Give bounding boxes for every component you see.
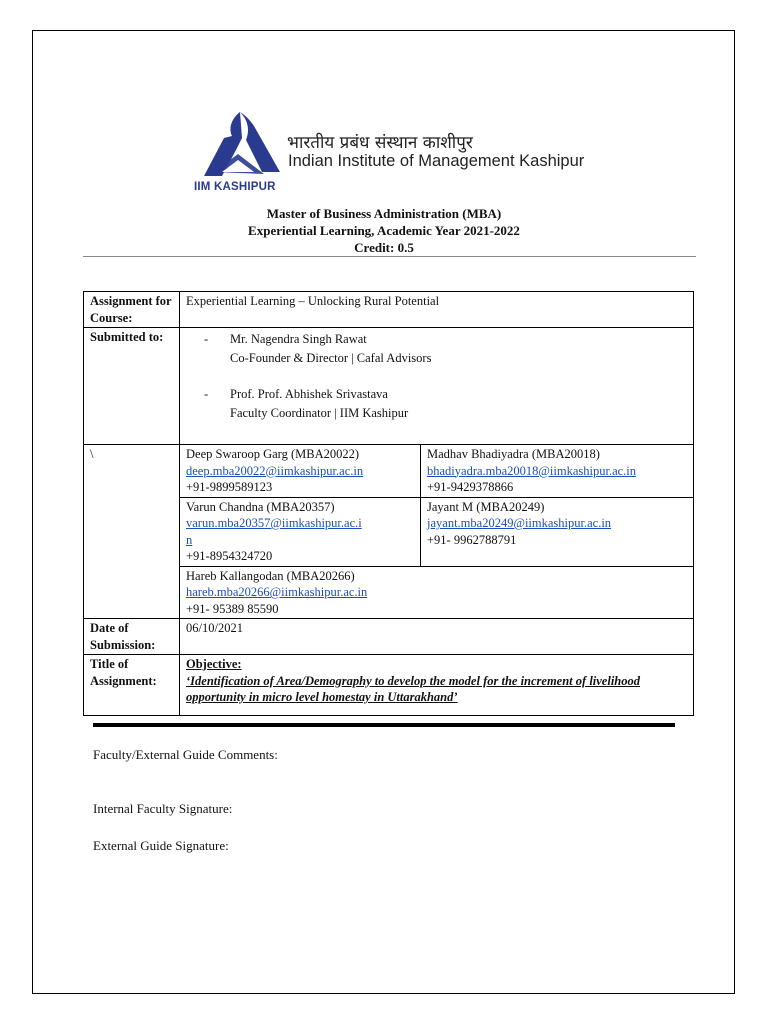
members-label: \ bbox=[84, 445, 180, 619]
objective-text: ‘Identification of Area/Demography to develop the model for the increment of livelihood opportunity in micro level homestay in Uttarakhand’ bbox=[186, 673, 641, 704]
title-row bbox=[84, 655, 694, 716]
member-name: Madhav Bhadiyadra (MBA20018) bbox=[427, 447, 600, 461]
recipient-name: Prof. Prof. Abhishek Srivastava bbox=[230, 387, 388, 401]
assignment-info-table bbox=[83, 291, 694, 716]
logo-caption: IIM KASHIPUR bbox=[194, 181, 276, 193]
members-row-1 bbox=[84, 445, 694, 498]
title-cell bbox=[180, 655, 694, 716]
date-row bbox=[84, 619, 694, 655]
submitted-to-list bbox=[180, 328, 694, 445]
recipient-role: Co-Founder & Director | Cafal Advisors bbox=[230, 350, 432, 365]
submitted-label: Submitted to: bbox=[84, 328, 180, 445]
course-row bbox=[84, 292, 694, 328]
submitted-row bbox=[84, 328, 694, 445]
member-cell bbox=[421, 497, 694, 566]
member-cell bbox=[180, 497, 421, 566]
member-phone: +91-9899589123 bbox=[186, 480, 273, 494]
header-divider bbox=[83, 256, 696, 257]
member-email-link[interactable]: jayant.mba20249@iimkashipur.ac.in bbox=[427, 516, 612, 530]
course-year: Experiential Learning, Academic Year 2021-2022 bbox=[248, 223, 520, 238]
date-value: 06/10/2021 bbox=[180, 619, 694, 655]
member-name: Hareb Kallangodan (MBA20266) bbox=[186, 568, 355, 583]
internal-signature-label: Internal Faculty Signature: bbox=[93, 801, 233, 816]
member-cell bbox=[180, 566, 694, 619]
list-item: - Prof. Prof. Abhishek Srivastava Faculty Coordinator | IIM Kashipur bbox=[204, 387, 409, 420]
member-email-link[interactable]: hareb.mba20266@iimkashipur.ac.in bbox=[186, 585, 368, 599]
title-label: Title of Assignment: bbox=[84, 655, 180, 716]
recipient-role: Faculty Coordinator | IIM Kashipur bbox=[230, 405, 409, 420]
member-email-link[interactable]: deep.mba20022@iimkashipur.ac.in bbox=[186, 463, 364, 478]
member-phone: +91- 95389 85590 bbox=[186, 601, 279, 616]
program-title: Master of Business Administration (MBA) bbox=[266, 206, 502, 221]
member-name: Jayant M (MBA20249) bbox=[427, 499, 545, 514]
member-email-link[interactable]: bhadiyadra.mba20018@iimkashipur.ac.in bbox=[427, 463, 637, 478]
institute-logo bbox=[192, 110, 592, 198]
list-item: - Mr. Nagendra Singh Rawat Co-Founder & Director | Cafal Advisors bbox=[204, 332, 432, 365]
member-name: Deep Swaroop Garg (MBA20022) bbox=[186, 447, 360, 461]
member-email-link-wrap[interactable]: n bbox=[186, 532, 193, 547]
institute-name-english: Indian Institute of Management Kashipur bbox=[288, 152, 585, 170]
member-cell bbox=[180, 445, 421, 498]
date-label: Date of Submission: bbox=[84, 619, 180, 655]
course-label: Assignment for Course: bbox=[84, 292, 180, 328]
recipient-name: Mr. Nagendra Singh Rawat bbox=[230, 332, 367, 346]
member-cell bbox=[421, 445, 694, 498]
institute-name-hindi: भारतीय प्रबंध संस्थान काशीपुर bbox=[287, 133, 473, 153]
member-phone: +91-9429378866 bbox=[427, 480, 514, 494]
member-email-link[interactable]: varun.mba20357@iimkashipur.ac.i bbox=[186, 516, 362, 530]
course-value: Experiential Learning – Unlocking Rural Potential bbox=[180, 292, 694, 328]
section-divider bbox=[93, 723, 675, 727]
member-name: Varun Chandna (MBA20357) bbox=[186, 499, 335, 514]
member-phone: +91- 9962788791 bbox=[427, 532, 517, 547]
comments-label: Faculty/External Guide Comments: bbox=[93, 747, 278, 762]
external-signature-label: External Guide Signature: bbox=[93, 838, 229, 853]
objective-heading: Objective: bbox=[186, 657, 242, 671]
member-phone: +91-8954324720 bbox=[186, 549, 273, 563]
credit-line: Credit: 0.5 bbox=[354, 240, 414, 255]
